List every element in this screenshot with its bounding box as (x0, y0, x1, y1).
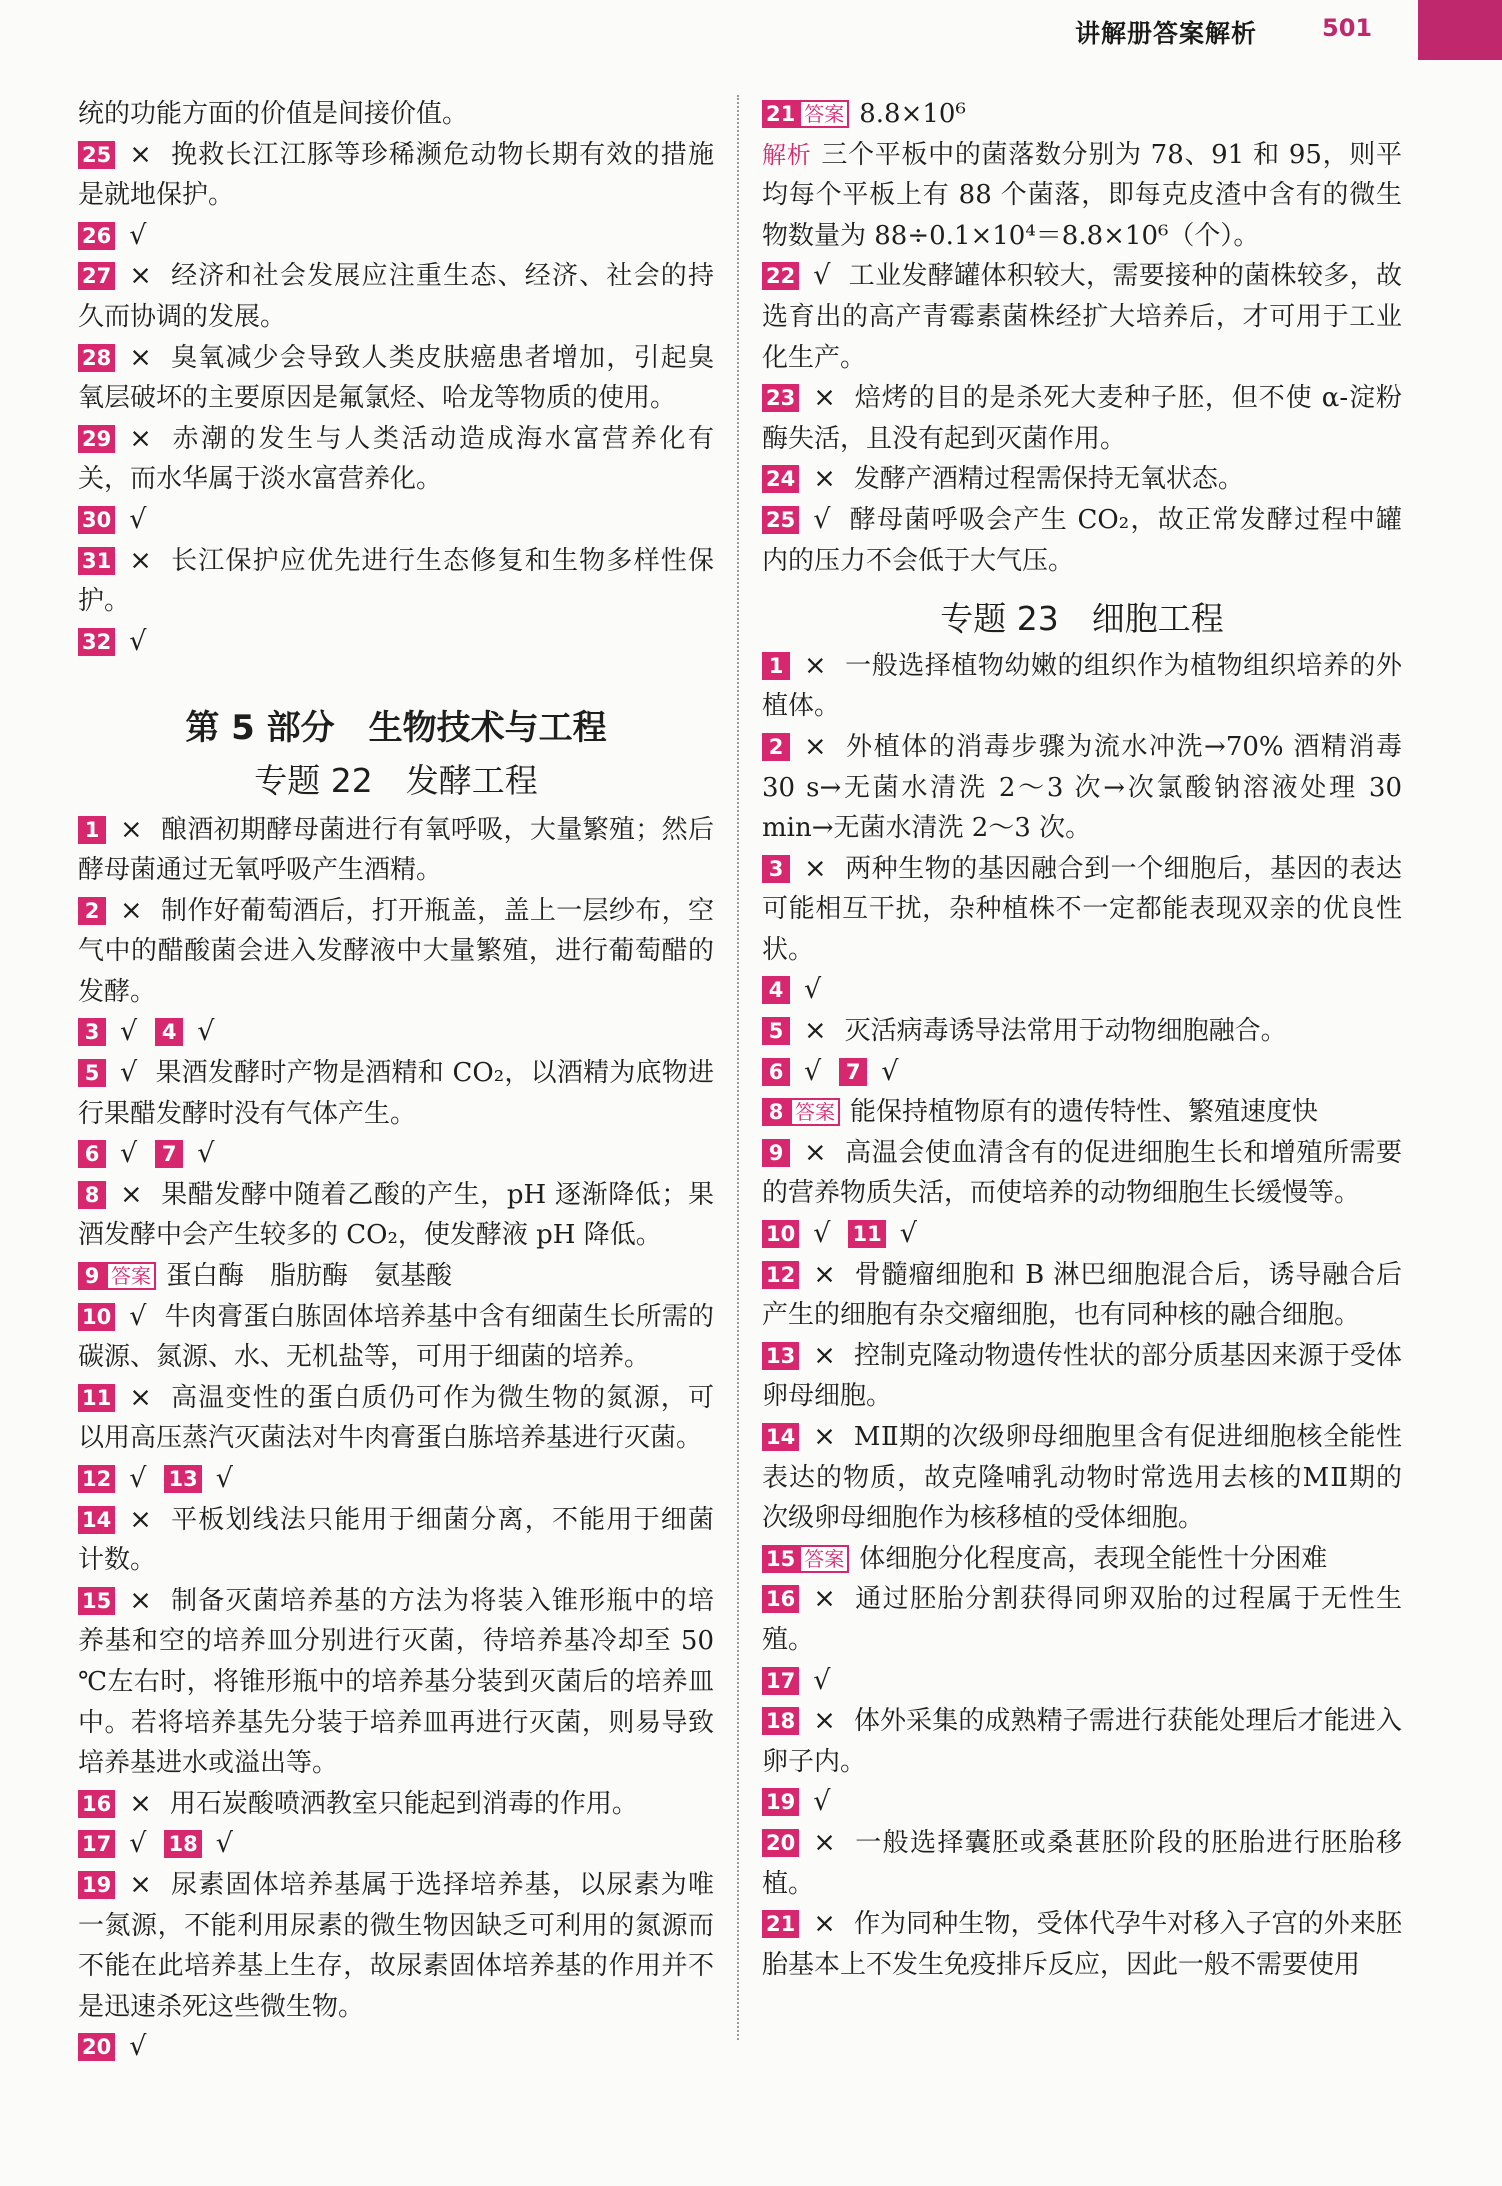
item-number: 4 (155, 1018, 183, 1046)
item-text: 果醋发酵中随着乙酸的产生，pH 逐渐降低；果酒发酵中会产生较多的 CO₂，使发酵液 pH 降低。 (78, 1179, 714, 1251)
item-number: 21 (762, 1910, 799, 1938)
explanation-label: 解析 (762, 140, 812, 169)
item-text: 果酒发酵时产物是酒精和 CO₂，以酒精为底物进行果醋发酵时没有气体产生。 (78, 1058, 714, 1129)
check-mark: √ (813, 260, 831, 292)
cross-mark: × (804, 1136, 827, 1168)
item-number: 12 (78, 1465, 115, 1493)
item-text: 作为同种生物，受体代孕牛对移入子宫的外来胚胎基本上不发生免疫排斥反应，因此一般不需要使用 (762, 1909, 1402, 1980)
check-mark: √ (804, 974, 822, 1006)
item-text: 蛋白酶 脂肪酶 氨基酸 (166, 1261, 453, 1292)
cross-mark: × (129, 260, 152, 292)
answer-item (762, 1214, 1402, 1255)
item-number: 25 (762, 506, 799, 534)
item-text: 赤潮的发生与人类活动造成海水富营养化有关，而水华属于淡水富营养化。 (78, 423, 714, 495)
check-mark: √ (813, 503, 831, 535)
item-text: 一般选择囊胚或桑葚胚阶段的胚胎进行胚胎移植。 (762, 1827, 1402, 1899)
item-number: 8 (78, 1181, 106, 1209)
check-mark: √ (215, 1828, 233, 1860)
cross-mark: × (813, 463, 836, 495)
answer-item (762, 646, 1402, 727)
answer-item (762, 1701, 1402, 1782)
answer-item (78, 419, 714, 500)
item-number: 12 (762, 1261, 799, 1289)
item-text: 牛肉膏蛋白胨固体培养基中含有细菌生长所需的碳源、氮源、水、无机盐等，可用于细菌的培养。 (78, 1301, 714, 1373)
item-text: 高温会使血清含有的促进细胞生长和增殖所需要的营养物质失活，而使培养的动物细胞生长缓慢等。 (762, 1137, 1402, 1209)
answer-item (762, 1417, 1402, 1539)
check-mark: √ (813, 1218, 831, 1250)
page-header (0, 0, 1502, 72)
item-number: 19 (78, 1871, 115, 1899)
check-mark: √ (120, 1016, 138, 1048)
item-number: 5 (78, 1059, 106, 1087)
answer-item (78, 1865, 714, 2027)
cross-mark: × (129, 1503, 152, 1535)
cross-mark: × (120, 1178, 143, 1210)
cross-mark: × (804, 1015, 827, 1047)
item-number: 22 (762, 262, 799, 290)
answer-item (78, 622, 714, 663)
item-number: 27 (78, 262, 115, 290)
item-number: 20 (78, 2033, 115, 2061)
item-number: 16 (78, 1790, 115, 1818)
answer-item (762, 1661, 1402, 1702)
answer-item (78, 1256, 714, 1297)
item-number: 28 (78, 344, 115, 372)
answer-label: 答案 (790, 1098, 840, 1126)
item-number: 19 (762, 1788, 799, 1816)
answer-item (78, 891, 714, 1013)
item-number: 14 (762, 1423, 799, 1451)
answer-item (762, 1539, 1402, 1580)
check-mark: √ (129, 1463, 147, 1494)
item-number: 13 (762, 1342, 799, 1370)
cross-mark: × (129, 341, 152, 373)
right-column (762, 94, 1402, 1985)
item-text: 两种生物的基因融合到一个细胞后，基因的表达可能相互干扰，杂种植株不一定都能表现双亲的优良性状。 (762, 853, 1402, 965)
explanation-text: 三个平板中的菌落数分别为 78、91 和 95，则平均每个平板上有 88 个菌落，即每克皮渣中含有的微生物数量为 88÷0.1×10⁴＝8.8×10⁶（个）。 (762, 139, 1403, 251)
check-mark: √ (129, 625, 147, 657)
item-text: 经济和社会发展应注重生态、经济、社会的持久而协调的发展。 (78, 261, 714, 332)
item-number: 8 (762, 1098, 790, 1126)
answer-item (762, 970, 1402, 1011)
item-text: 控制克隆动物遗传性状的部分质基因来源于受体卵母细胞。 (762, 1340, 1402, 1412)
cross-mark: × (120, 894, 143, 926)
item-number: 6 (78, 1140, 106, 1168)
answer-item (78, 1784, 714, 1825)
item-number: 9 (762, 1139, 790, 1167)
item-number: 9 (78, 1262, 106, 1290)
item-text: 体外采集的成熟精子需进行获能处理后才能进入卵子内。 (762, 1706, 1402, 1777)
item-number: 32 (78, 628, 115, 656)
check-mark: √ (197, 1016, 215, 1048)
answer-item (762, 1133, 1402, 1214)
answer-item (78, 1053, 714, 1134)
check-mark: √ (804, 1055, 822, 1087)
item-text: 焙烤的目的是杀死大麦种子胚，但不使 α-淀粉酶失活，且没有起到灭菌作用。 (762, 383, 1402, 454)
item-text: 发酵产酒精过程需保持无氧状态。 (853, 464, 1244, 495)
cross-mark: × (804, 730, 827, 762)
header-color-bar (1418, 0, 1502, 60)
item-number: 7 (155, 1140, 183, 1168)
answer-item (762, 849, 1402, 971)
cross-mark: × (813, 1583, 836, 1615)
cross-mark: × (129, 1584, 152, 1616)
item-number: 15 (78, 1587, 115, 1615)
item-number: 10 (78, 1303, 115, 1331)
item-number: 21 (762, 100, 799, 128)
answer-item (762, 378, 1402, 459)
intro-text: 统的功能方面的价值是间接价值。 (78, 99, 469, 129)
answer-item (78, 500, 714, 541)
part-title: 第 5 部分 生物技术与工程 (185, 708, 607, 749)
answer-item (762, 94, 1402, 135)
item-text: 酿酒初期酵母菌进行有氧呼吸，大量繁殖；然后酵母菌通过无氧呼吸产生酒精。 (78, 814, 714, 886)
item-number: 30 (78, 506, 115, 534)
cross-mark: × (129, 544, 152, 576)
item-number: 18 (762, 1707, 799, 1735)
check-mark: √ (197, 1138, 215, 1170)
item-number: 5 (762, 1017, 790, 1045)
answer-item (78, 135, 714, 216)
answer-item (762, 1092, 1402, 1133)
cross-mark: × (804, 852, 827, 884)
item-text: 高温变性的蛋白质仍可作为微生物的氮源，可以用高压蒸汽灭菌法对牛肉膏蛋白胨培养基进行灭菌。 (78, 1382, 714, 1454)
cross-mark: × (129, 1868, 152, 1900)
item-number: 25 (78, 141, 115, 169)
item-number: 17 (762, 1667, 799, 1695)
check-mark: √ (129, 1300, 147, 1332)
item-number: 17 (78, 1830, 115, 1858)
item-text: 长江保护应优先进行生态修复和生物多样性保护。 (78, 545, 714, 617)
item-number: 7 (839, 1058, 867, 1086)
item-text: 能保持植物原有的遗传特性、繁殖速度快 (850, 1097, 1319, 1128)
check-mark: √ (129, 219, 147, 251)
item-number: 13 (164, 1465, 201, 1493)
answer-label: 答案 (799, 100, 849, 128)
cross-mark: × (804, 649, 827, 681)
page-number: 501 (1322, 14, 1373, 42)
answer-item (78, 216, 714, 257)
answer-item (78, 338, 714, 419)
item-number: 20 (762, 1829, 799, 1857)
answer-item (762, 727, 1402, 849)
answer-item (78, 541, 714, 622)
answer-item (78, 1500, 714, 1581)
topic-title: 专题 22 发酵工程 (254, 760, 538, 800)
item-number: 26 (78, 222, 115, 250)
item-number: 4 (762, 976, 790, 1004)
answer-item (78, 1012, 714, 1053)
check-mark: √ (129, 503, 147, 535)
cross-mark: × (813, 1421, 836, 1452)
item-number: 11 (848, 1220, 885, 1248)
cross-mark: × (813, 1908, 836, 1940)
item-text: MⅡ期的次级卵母细胞里含有促进细胞核全能性表达的物质，故克隆哺乳动物时常选用去核的MⅡ期的次级卵母细胞作为核移植的受体细胞。 (762, 1422, 1402, 1534)
cross-mark: × (813, 1258, 836, 1290)
cross-mark: × (129, 422, 152, 454)
item-text: 制作好葡萄酒后，打开瓶盖，盖上一层纱布，空气中的醋酸菌会进入发酵液中大量繁殖，进行葡萄醋的发酵。 (78, 895, 714, 1007)
answer-item (762, 459, 1402, 500)
cross-mark: × (813, 1705, 836, 1737)
item-number: 1 (762, 652, 790, 680)
check-mark: √ (899, 1218, 917, 1250)
cross-mark: × (813, 1826, 836, 1858)
answer-item (78, 810, 714, 891)
item-number: 3 (762, 855, 790, 883)
item-number: 24 (762, 465, 799, 493)
left-column (78, 94, 714, 2068)
item-number: 11 (78, 1384, 115, 1412)
item-number: 2 (762, 733, 790, 761)
answer-item (78, 1297, 714, 1378)
header-title: 讲解册答案解析 (1075, 19, 1258, 48)
item-text: 工业发酵罐体积较大，需要接种的菌株较多，故选育出的高产青霉素菌株经扩大培养后，才可用于工业化生产。 (762, 261, 1402, 373)
item-number: 2 (78, 897, 106, 925)
item-text: 8.8×10⁶ (859, 99, 966, 129)
answer-item (78, 2027, 714, 2068)
answer-item (78, 1134, 714, 1175)
answer-item (78, 1378, 714, 1459)
item-number: 3 (78, 1018, 106, 1046)
item-text: 臭氧减少会导致人类皮肤癌患者增加，引起臭氧层破坏的主要原因是氟氯烃、哈龙等物质的使用。 (78, 342, 714, 414)
answer-item (78, 256, 714, 337)
answer-item (762, 1579, 1402, 1660)
answer-item (762, 1255, 1402, 1336)
explanation (762, 135, 1402, 257)
answer-item (78, 1581, 714, 1784)
item-number: 10 (762, 1220, 799, 1248)
answer-item (762, 1823, 1402, 1904)
item-number: 16 (762, 1585, 799, 1613)
item-text: 外植体的消毒步骤为流水冲洗→70% 酒精消毒 30 s→无菌水清洗 2～3 次→次氯酸钠溶液处理 30 min→无菌水清洗 2～3 次。 (762, 731, 1402, 844)
check-mark: √ (215, 1463, 233, 1494)
item-text: 体细胞分化程度高，表现全能性十分困难 (859, 1543, 1328, 1574)
item-number: 6 (762, 1058, 790, 1086)
item-number: 15 (762, 1545, 799, 1573)
item-text: 灭活病毒诱导法常用于动物细胞融合。 (844, 1016, 1287, 1047)
item-number: 18 (164, 1830, 201, 1858)
answer-item (762, 1904, 1402, 1985)
check-mark: √ (120, 1057, 138, 1089)
check-mark: √ (813, 1664, 831, 1696)
item-number: 23 (762, 384, 799, 412)
item-number: 31 (78, 547, 115, 575)
cross-mark: × (129, 138, 152, 170)
answer-label: 答案 (106, 1262, 156, 1290)
item-text: 通过胚胎分割获得同卵双胎的过程属于无性生殖。 (762, 1584, 1402, 1655)
cross-mark: × (813, 1339, 836, 1371)
item-text: 平板划线法只能用于细菌分离，不能用于细菌计数。 (78, 1504, 714, 1576)
check-mark: √ (881, 1055, 899, 1087)
item-number: 29 (78, 425, 115, 453)
check-mark: √ (129, 1828, 147, 1860)
item-text: 一般选择植物幼嫩的组织作为植物组织培养的外植体。 (762, 650, 1402, 722)
answer-item (762, 500, 1402, 581)
topic-title: 专题 23 细胞工程 (940, 599, 1224, 639)
answer-item (762, 256, 1402, 378)
answer-item (78, 1824, 714, 1865)
answer-label: 答案 (799, 1545, 849, 1573)
answer-item (762, 1336, 1402, 1417)
check-mark: √ (129, 2031, 147, 2063)
check-mark: √ (120, 1138, 138, 1170)
answer-item (762, 1782, 1402, 1823)
cross-mark: × (129, 1381, 152, 1413)
item-text: 挽救长江江豚等珍稀濒危动物长期有效的措施是就地保护。 (78, 139, 714, 211)
answer-item (78, 1459, 714, 1500)
cross-mark: × (120, 813, 143, 845)
answer-item (762, 1011, 1402, 1052)
cross-mark: × (129, 1787, 152, 1819)
answer-item (762, 1052, 1402, 1093)
item-text: 尿素固体培养基属于选择培养基，以尿素为唯一氮源，不能利用尿素的微生物因缺乏可利用的氮源而不能在此培养基上生存，故尿素固体培养基的作用并不是迅速杀死这些微生物。 (78, 1869, 714, 2022)
item-text: 骨髓瘤细胞和 B 淋巴细胞混合后，诱导融合后产生的细胞有杂交瘤细胞，也有同种核的融合细胞。 (762, 1259, 1402, 1331)
answer-item (78, 1175, 714, 1256)
cross-mark: × (813, 382, 836, 414)
item-text: 酵母菌呼吸会产生 CO₂，故正常发酵过程中罐内的压力不会低于大气压。 (762, 504, 1402, 576)
item-number: 1 (78, 816, 106, 844)
check-mark: √ (813, 1786, 831, 1818)
item-text: 用石炭酸喷洒教室只能起到消毒的作用。 (169, 1788, 638, 1819)
column-divider (737, 95, 739, 2040)
item-text: 制备灭菌培养基的方法为将装入锥形瓶中的培养基和空的培养皿分别进行灭菌，待培养基冷却至 50 ℃左右时，将锥形瓶中的培养基分装到灭菌后的培养皿中。若将培养基先分装于培养皿再进行灭菌，则易导致培养基进水或溢出等。 (78, 1585, 714, 1779)
item-number: 14 (78, 1506, 115, 1534)
